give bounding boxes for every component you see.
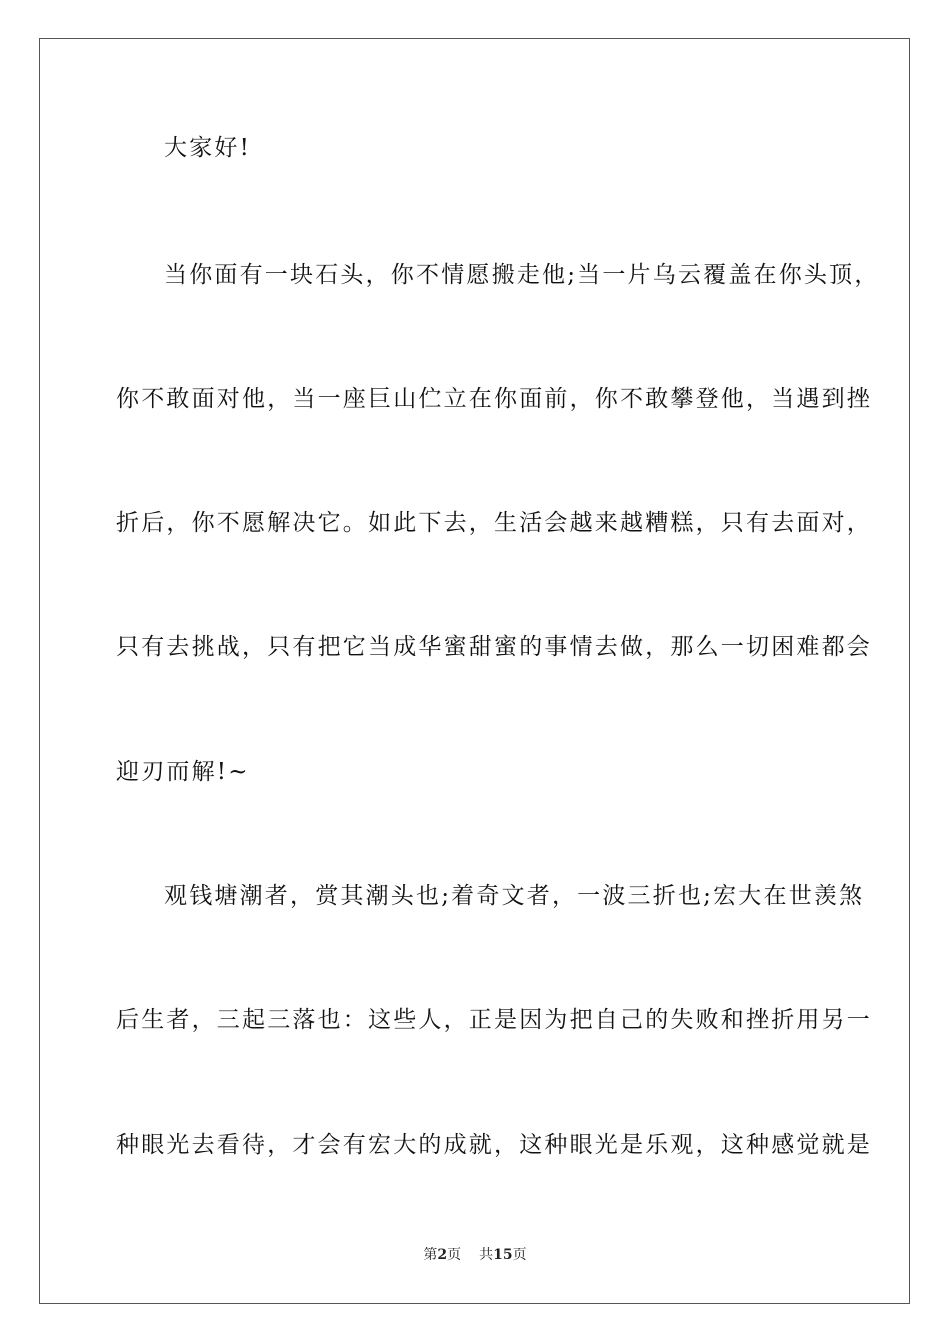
page-number: 2: [437, 1247, 448, 1263]
page-prefix: 第: [423, 1247, 438, 1263]
paragraph-line: 迎刃而解!~: [116, 759, 250, 785]
page-suffix: 页: [447, 1247, 462, 1263]
total-prefix: 共: [479, 1247, 494, 1263]
paragraph-line: 当你面有一块石头，你不情愿搬走他;当一片乌云覆盖在你头顶，: [164, 262, 880, 288]
paragraph-line: 折后，你不愿解决它。如此下去，生活会越来越糟糕，只有去面对，: [116, 510, 872, 536]
total-pages: 15: [493, 1247, 513, 1263]
page-footer: [0, 1246, 950, 1264]
paragraph-line: 种眼光去看待，才会有宏大的成就，这种眼光是乐观，这种感觉就是: [116, 1132, 872, 1158]
paragraph-line: 观钱塘潮者，赏其潮头也;着奇文者，一波三折也;宏大在世羡煞: [164, 883, 865, 909]
greeting-line: 大家好!: [164, 135, 252, 161]
paragraph-line: 只有去挑战，只有把它当成华蜜甜蜜的事情去做，那么一切困难都会: [116, 634, 872, 660]
page-frame: [39, 38, 910, 1304]
paragraph-line: 后生者，三起三落也：这些人，正是因为把自己的失败和挫折用另一: [116, 1007, 872, 1033]
paragraph-line: 你不敢面对他，当一座巨山伫立在你面前，你不敢攀登他，当遇到挫: [116, 386, 872, 412]
total-suffix: 页: [512, 1247, 527, 1263]
